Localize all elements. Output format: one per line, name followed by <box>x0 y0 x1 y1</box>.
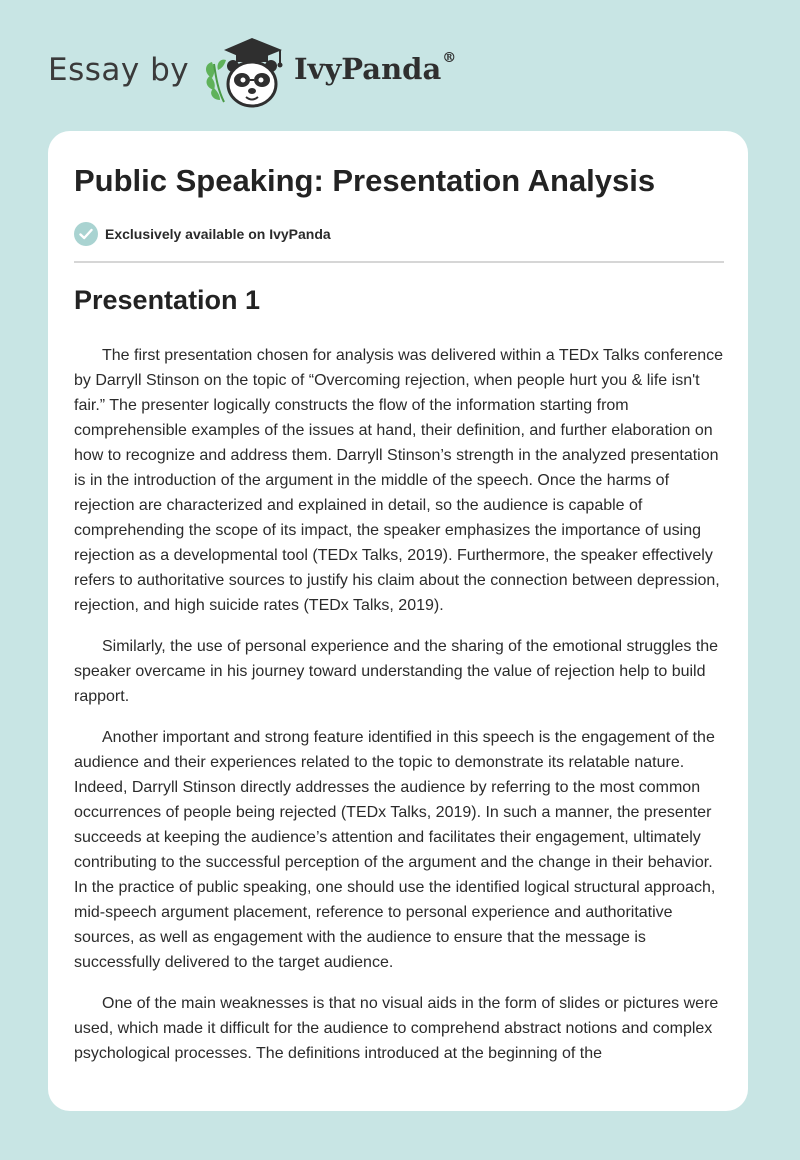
page-title: Public Speaking: Presentation Analysis <box>74 163 656 198</box>
brand-name-text: IvyPanda <box>294 52 442 86</box>
ivypanda-logo-icon[interactable] <box>200 34 290 112</box>
essay-by-label: Essay by <box>48 52 190 88</box>
paragraph: Another important and strong feature identified in this speech is the engagement of the audience and their experiences related to the topic to demonstrate its relatable nature. Indeed, Darryll Stinson directly addresses the audience by referring to the most common occurrences of people being rejected (TEDx Talks, 2019). In such a manner, the presenter succeeds at keeping the audience’s attention and facilitates their engagement, ultimately contributing to the successful perception of the argument and the change in their behavior. In the practice of public speaking, one should use the identified logical structural approach, mid-speech argument placement, reference to personal experience and authoritative sources, as well as engagement with the audience to ensure that the message is successfully delivered to the target audience. <box>74 729 716 971</box>
paragraph: Similarly, the use of personal experience and the sharing of the emotional struggles the speaker overcame in his journey toward understanding the value of rejection help to build rapport. <box>74 638 719 705</box>
paragraph: The first presentation chosen for analysis was delivered within a TEDx Talks conference by Darryll Stinson on the topic of “Overcoming rejection, when people hurt you & life isn't fair.” The presenter logically constructs the flow of the information starting from comprehensible examples of the issues at hand, their definition, and further elaboration on how to recognize and address them. Darryll Stinson’s strength in the analyzed presentation is in the introduction of the argument in the middle of the speech. Once the harms of rejection are characterized and explained in detail, so the audience is capable of comprehending the scope of its impact, the speaker emphasizes the importance of using rejection as a developmental tool (TEDx Talks, 2019). Furthermore, the speaker effectively refers to authoritative sources to justify his claim about the connection between depression, rejection, and high suicide rates (TEDx Talks, 2019). <box>74 347 724 614</box>
brand-name[interactable] <box>294 52 456 86</box>
panda-graduate-icon <box>200 34 290 112</box>
essay-body <box>74 343 724 1082</box>
section-heading: Presentation 1 <box>74 285 261 315</box>
check-circle-icon <box>74 222 98 246</box>
registered-mark: ® <box>442 50 457 66</box>
title-divider <box>74 261 724 263</box>
paragraph: One of the main weaknesses is that no visual aids in the form of slides or pictures were used, which made it difficult for the audience to comprehend abstract notions and complex psychological processes. The definitions introduced at the beginning of the <box>74 995 719 1062</box>
site-header <box>48 30 468 120</box>
exclusive-badge-label: Exclusively available on IvyPanda <box>105 226 331 242</box>
exclusive-badge <box>74 222 331 246</box>
essay-card <box>48 131 748 1111</box>
